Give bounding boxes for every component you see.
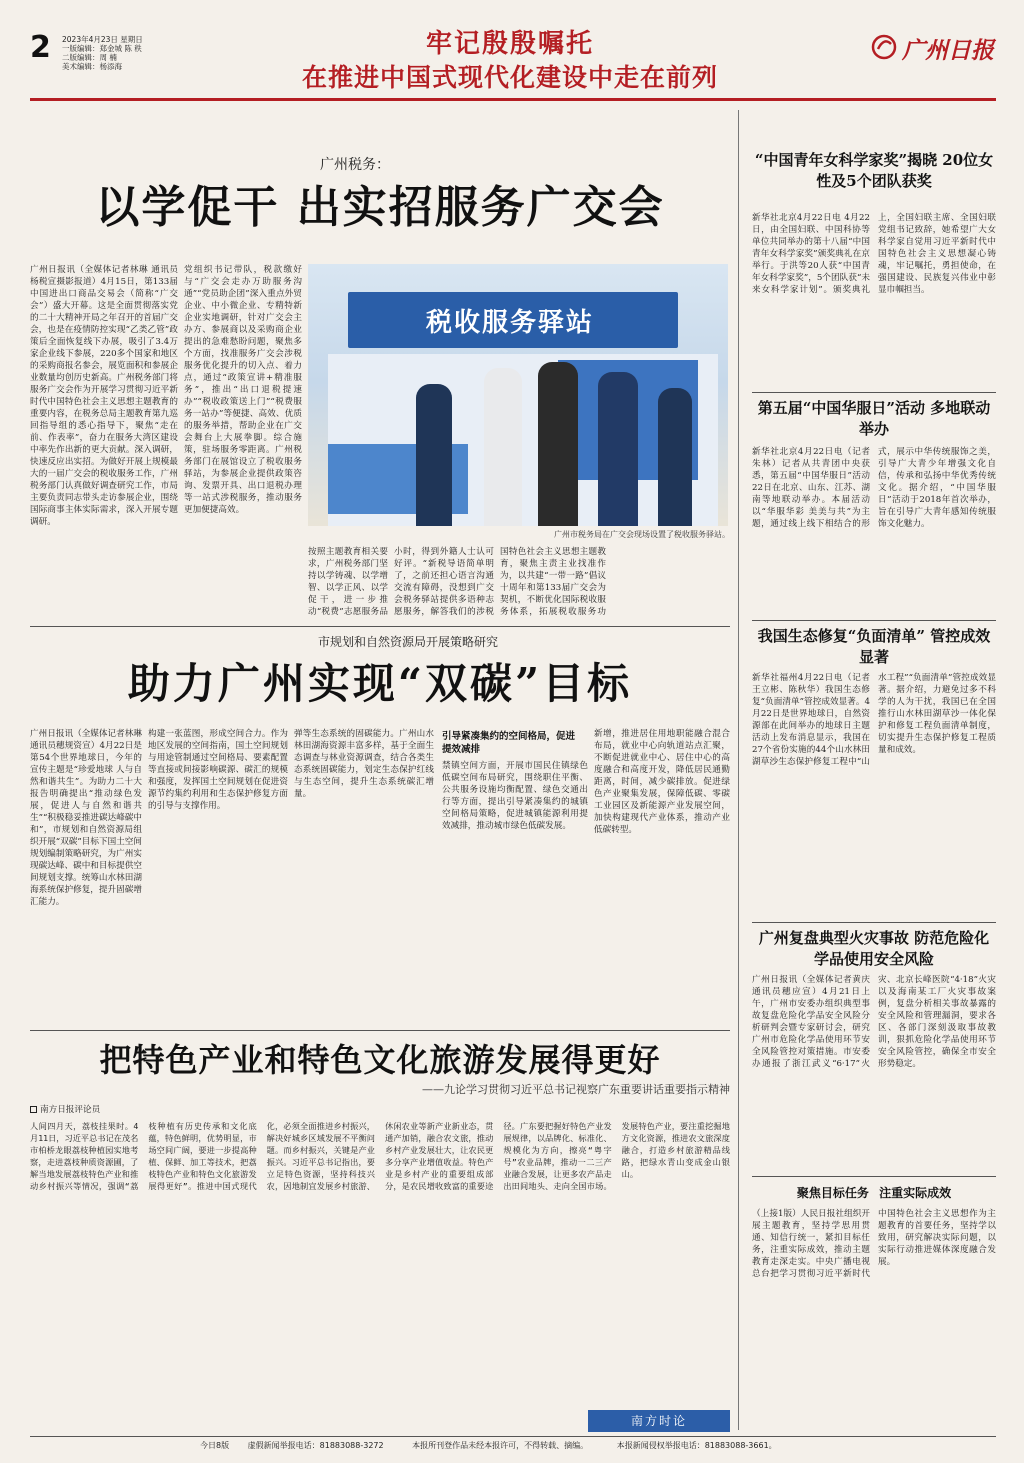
story2-col-2: 构建一张蓝图，形成空间合力。作为地区发展的空间指南，国土空间规划与用途管制通过空间格局、要素配置等直接或间接影响碳源、碳汇的规模和强度，发挥国土空间规划在促进资源节约集约利用和生态保护修复方面的引导与支撑作用。 bbox=[148, 729, 288, 811]
kiosk-sign bbox=[348, 292, 678, 348]
footer-page-count: 今日8版 bbox=[200, 1441, 230, 1450]
person-figure bbox=[658, 388, 692, 526]
right3-headline: 我国生态修复“负面清单” 管控成效显著 bbox=[757, 627, 991, 666]
right5-body: （上接1版）人民日报社组织开展主题教育，坚持学思用贯通、知信行统一，紧扣目标任务，注重实际成效，推动主题教育走深走实。中央广播电视总台把学习贯彻习近平新时代中国特色社会主义思想作为主题教育的首要任务，坚持学以致用，研究解决实际问题，以实际行动推进媒体深度融合发展。 bbox=[752, 1209, 996, 1279]
person-figure bbox=[598, 372, 638, 526]
right4-body: 广州日报讯（全媒体记者黄庆 通讯员穗应宣）4月21日上午，广州市安委办组织典型事故复盘危险化学品安全风险分析研判会暨专家研讨会，研究广州市危险化学品使用环节安全风险管控对策措施。市安委办通报了浙江武义“6·17”火灾、北京长峰医院“4·18”火灾以及海南某工厂火灾事故案例，复盘分析相关事故暴露的安全风险和管理漏洞，要求各区、各部门深刻汲取事故教训，狠抓危险化学品使用环节安全风险管控，确保全市安全形势稳定。 bbox=[752, 975, 996, 1069]
right5-kicker: 聚焦目标任务 bbox=[796, 1186, 869, 1200]
right4-headline: 广州复盘典型火灾事故 防范危险化学品使用安全风险 bbox=[758, 929, 990, 968]
edition-info bbox=[62, 35, 192, 71]
footer-hotline: 虚假新闻举报电话：81883088-3272 bbox=[247, 1441, 384, 1450]
editor-line: 二版编辑：周 楠 bbox=[62, 53, 117, 62]
right-divider bbox=[752, 1176, 996, 1177]
story2-divider bbox=[30, 1030, 730, 1031]
story1-col-3: 按照主题教育相关要求，广州税务部门坚持以学铸魂、以学增智、以学正风、以学促干，进一步推动“税费”志愿服务品 bbox=[308, 547, 388, 617]
person-figure bbox=[484, 368, 522, 526]
story2-col-1: 广州日报讯（全媒体记者林琳 通讯员穗规资宣）4月22日是第54个世界地球日，今年的宣传主题是“珍爱地球 人与自然和谐共生”。为助力二十大报告明确提出“推动绿色发展，促进人与自然和谐共生”“积极稳妥推进碳达峰碳中和”，市规划和自然资源局组织开展“双碳”目标下国土空间规划编制策略研究，为广州实现碳达峰、碳中和目标提供空间规划支撑。统筹山水林田湖海系统保护修复，提升固碳增汇能力。 bbox=[30, 729, 142, 907]
right2-body: 新华社北京4月22日电（记者朱林）记者从共青团中央获悉，第五届“中国华服日”活动22日在北京、山东、江苏、湖南等地联动举办。本届活动以“华服华彩 美美与共”为主题，通过线上线下相结合的形式，展示中华传统服饰之美，引导广大青少年增强文化自信，传承和弘扬中华优秀传统文化。据介绍，“中国华服日”活动于2018年首次举办，旨在引导广大青年感知传统服饰文化魅力。 bbox=[752, 447, 996, 529]
story2-kicker: 市规划和自然资源局开展策略研究 bbox=[318, 635, 499, 649]
footer bbox=[200, 1440, 996, 1452]
story1-col-5: 国特色社会主义思想主题教育，聚焦主责主业找准作为，以共建“一带一路”倡议十周年和第133届广交会为契机，不断优化国际税收服务体系，拓展税收服务功 bbox=[500, 547, 606, 617]
right2-headline: 第五届“中国华服日”活动 多地联动举办 bbox=[757, 399, 991, 438]
masthead-logo bbox=[870, 30, 994, 64]
story2-col-4: 禁镇空间方面，开展市国民住镇绿色低碳空间布局研究，围绕职住平衡、公共服务设施均衡配置、绿色交通出行等方面，提出引导紧凑集约的城镇空间格局策略，促进城镇能源利用提效减排，推动城市绿色低碳发展。 bbox=[442, 761, 588, 831]
logo-swirl-icon bbox=[870, 33, 898, 61]
right5-headline bbox=[752, 1184, 996, 1202]
footer-notice: 本报所刊登作品未经本报许可，不得转载、摘编。 bbox=[412, 1441, 589, 1450]
editor-line: 美术编辑：杨添海 bbox=[62, 62, 122, 71]
footer-ethics: 本报新闻侵权举报电话：81883088-3661。 bbox=[616, 1441, 777, 1450]
footer-rule bbox=[30, 1436, 996, 1437]
right-divider bbox=[752, 392, 996, 393]
story3-tag: 南方时论 bbox=[588, 1410, 730, 1432]
story1-col-4: 小时，得到外籍人士认可好评。“新税导语简单明了，之前还担心语言沟通交流有障碍，没想到广交会税务驿站提供多语种志愿服务，解答我们的涉税 bbox=[394, 547, 494, 617]
story3-byline-text: 南方日报评论员 bbox=[40, 1105, 101, 1115]
page-number: 2 bbox=[30, 30, 51, 65]
section-banner: 在推进中国式现代化建设中走在前列 bbox=[301, 63, 718, 92]
right-divider bbox=[752, 620, 996, 621]
byline-square-icon bbox=[30, 1106, 37, 1113]
edition-date: 2023年4月23日 星期日 bbox=[62, 35, 143, 44]
story3-byline bbox=[30, 1104, 150, 1116]
story1-headline: 以学促干 出实招服务广交会 bbox=[95, 182, 665, 233]
story1-divider bbox=[30, 626, 730, 627]
kiosk-sign-text: 税收服务驿站 bbox=[426, 308, 595, 338]
header-rule bbox=[30, 98, 996, 101]
story3-headline: 把特色产业和特色文化旅游发展得更好 bbox=[99, 1041, 661, 1079]
right5-title: 注重实际成效 bbox=[879, 1186, 952, 1200]
story3-body: 人间四月天，荔枝挂果时。4月11日，习近平总书记在茂名市柏桥龙眼荔枝种植园实地考察，走进荔枝种质资源圃，了解当地发展荔枝特色产业和推动乡村振兴等情况，强调“荔枝种植有历史传承和文化底蕴，特色鲜明，优势明显，市场空间广阔，要进一步提高种植、保鲜、加工等技术，把荔枝特色产业和特色文化旅游发展得更好”。推进中国式现代化，必须全面推进乡村振兴，解决好城乡区域发展不平衡问题。而乡村振兴，关键是产业振兴。习近平总书记指出，要立足特色资源，坚持科技兴农，因地制宜发展乡村旅游、休闲农业等新产业新业态，贯通产加销，融合农文旅，推动乡村产业发展壮大，让农民更多分享产业增值收益。特色产业是乡村产业的重要组成部分，是农民增收致富的重要途径。广东要把握好特色产业发展规律，以品牌化、标准化、规模化为方向，擦亮“粤字号”农业品牌，推动一二三产业融合发展，让更多农产品走出田间地头、走向全国市场。发展特色产业，要注重挖掘地方文化资源，推进农文旅深度融合，打造乡村旅游精品线路，把绿水青山变成金山银山。 bbox=[30, 1121, 730, 1191]
story2-col-3: 弹等生态系统的固碳能力。广州山水林田湖海资源丰富多样，基于全面生态调查与林业资源调查，结合各类生态系统固碳能力，划定生态保护红线与生态空间，提升生态系统碳汇增量。 bbox=[294, 729, 434, 799]
editor-line: 一版编辑：郑金城 陈 秩 bbox=[62, 44, 142, 53]
section-kicker: 牢记殷殷嘱托 bbox=[425, 29, 594, 59]
story1-photo-caption: 广州市税务局在广交会现场设置了税收服务驿站。 bbox=[554, 530, 730, 539]
story1-photo bbox=[308, 264, 728, 526]
story1-col-2: 党组织书记带队，税款缴好与“广交会走办万助服务沟通”“党员助企团”深入重点外贸企业、中小微企业、专精特新企业实地调研，针对广交会主办方、参展商以及采购商企业提出的急难愁盼问题，聚焦多个方面，找准服务广交会涉税服务优化提升的切入点、着力点，通过“政策宣讲+精准服务”，推出“出口退税提速办”“税收政策送上门”“税费服务一站办”等便捷、高效、优质的服务举措，帮助企业在广交会舞台上大展拳脚。综合施策，驻场服务零距离。广州税务部门在展馆设立了税收服务驿站，为参展企业提供政策咨询、发票开具、出口退税办理等一站式涉税服务，推动服务更加便捷高效。 bbox=[184, 265, 302, 515]
story2-headline: 助力广州实现“双碳”目标 bbox=[127, 659, 633, 708]
right3-body: 新华社福州4月22日电（记者王立彬、陈秋华）我国生态修复“负面清单”管控成效显著。4月22日是世界地球日，自然资源部在此间举办的地球日主题活动上发布消息显示，我国在27个省份实施的44个山水林田湖草沙生态保护修复工程中“山水工程”“负面清单”管控成效显著。据介绍，力避免过多不科学的人为干扰，我国已在全国推行山水林田湖草沙一体化保护和修复工程负面清单制度，切实提升生态保护修复工程质量和成效。 bbox=[752, 673, 996, 767]
right-divider bbox=[752, 922, 996, 923]
story2-col-5: 新增，推进居住用地职能融合混合布局，就业中心向轨道站点汇聚，不断促进就业中心、居住中心的高度融合和高度开发，降低居民通勤距离，时间，减少碳排放。促进绿色产业聚集发展，保障低碳、零碳工业园区及新能源产业发展空间，加快构建现代产业体系，推动产业低碳转型。 bbox=[594, 729, 730, 835]
right-column-rule bbox=[738, 110, 739, 1430]
right1-body: 新华社北京4月22日电 4月22日，由全国妇联、中国科协等单位共同举办的第十八届“中国青年女科学家奖”颁奖典礼在京举行。于洪等20人获“中国青年女科学家奖”，5个团队获“未来女科学家计划”。颁奖典礼上，全国妇联主席、全国妇联党组书记致辞，她希望广大女科学家自觉用习近平新时代中国特色社会主义思想凝心铸魂，牢记嘱托，勇担使命，在强国建设、民族复兴伟业中彰显巾帼担当。 bbox=[752, 213, 996, 295]
story1-kicker: 广州税务： bbox=[320, 157, 390, 173]
right1-headline: “中国青年女科学家奖”揭晓 20位女性及5个团队获奖 bbox=[754, 151, 994, 190]
story2-subhead: 引导紧凑集约的空间格局，促进提效减排 bbox=[442, 731, 576, 755]
person-figure bbox=[538, 362, 578, 526]
person-figure bbox=[416, 384, 452, 526]
masthead-title: 广州日报 bbox=[902, 37, 994, 64]
story3-subtitle: ——九论学习贯彻习近平总书记视察广东重要讲话重要指示精神 bbox=[422, 1083, 730, 1096]
story1-col-1: 广州日报讯（全媒体记者林琳 通讯员杨税宣摄影报道）4月15日，第133届中国进出口商品交易会（简称“广交会”）盛大开幕。这是全面贯彻落实党的二十大精神开局之年召开的首届广交会，也是在疫情防控实现“乙类乙管”政策后全面恢复线下办展，吸引了3.4万家企业线下参展，220多个国家和地区的采购商报名参会，展览面积和参展企业数量均创历史新高。广州税务部门将服务广交会作为开展学习贯彻习近平新时代中国特色社会主义思想主题教育的重要内容，在税务总局主题教育第九巡回指导组的悉心指导下，聚焦“走在前、作表率”，奋力在服务大湾区建设中率先作出新的更大贡献。深入调研，快速反应出实招。为做好开展上规模最大的一届广交会的税收服务工作，广州税务部门认真做好调查研究工作，市局主要负责同志带头走访参展企业，围绕国际商事主体实际需求，深入开展专题调研。 bbox=[30, 265, 178, 527]
